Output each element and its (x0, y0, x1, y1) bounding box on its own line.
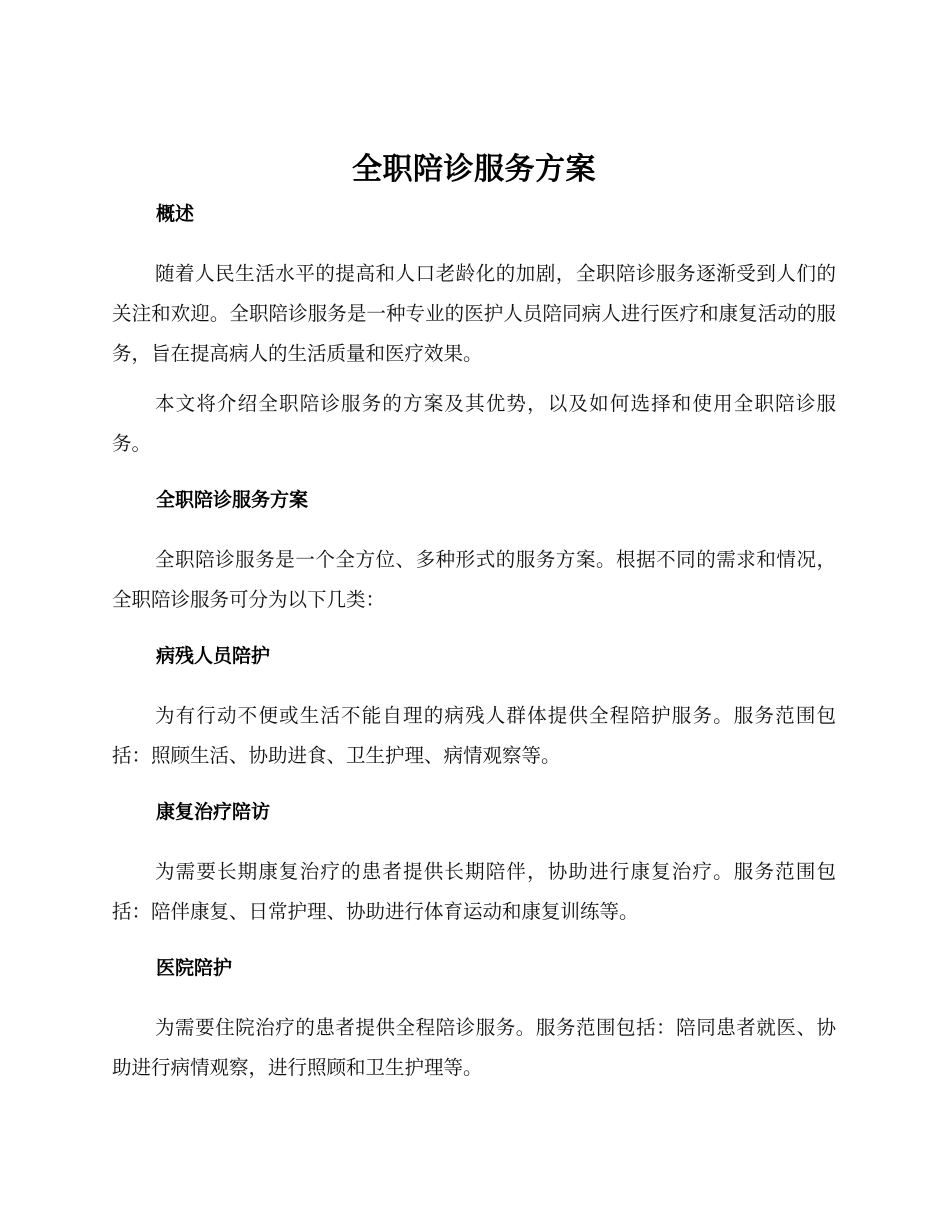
document-title: 全职陪诊服务方案 (352, 152, 596, 187)
section-heading-hospital-care: 医院陪护 (156, 957, 233, 979)
rehab-visit-paragraph: 为需要长期康复治疗的患者提供长期陪伴，协助进行康复治疗。服务范围包括：陪伴康复、日常护理、协助进行体育运动和康复训练等。 (112, 860, 836, 923)
section-heading-service-plan: 全职陪诊服务方案 (156, 489, 309, 511)
disabled-care-paragraph: 为有行动不便或生活不能自理的病残人群体提供全程陪护服务。服务范围包括：照顾生活、协助进食、卫生护理、病情观察等。 (112, 704, 836, 767)
hospital-care-paragraph: 为需要住院治疗的患者提供全程陪诊服务。服务范围包括：陪同患者就医、协助进行病情观察，进行照顾和卫生护理等。 (112, 1016, 836, 1079)
overview-paragraph-1: 随着人民生活水平的提高和人口老龄化的加剧，全职陪诊服务逐渐受到人们的关注和欢迎。全职陪诊服务是一种专业的医护人员陪同病人进行医疗和康复活动的服务，旨在提高病人的生活质量和医疗效果。 (112, 262, 836, 365)
section-heading-rehab-visit: 康复治疗陪访 (156, 801, 271, 823)
section-heading-overview: 概述 (156, 203, 195, 225)
document-body (112, 150, 836, 1088)
overview-paragraph-2: 本文将介绍全职陪诊服务的方案及其优势，以及如何选择和使用全职陪诊服务。 (112, 392, 836, 455)
service-plan-paragraph: 全职陪诊服务是一个全方位、多种形式的服务方案。根据不同的需求和情况，全职陪诊服务可分为以下几类： (112, 548, 836, 611)
section-heading-disabled-care: 病残人员陪护 (156, 645, 271, 667)
